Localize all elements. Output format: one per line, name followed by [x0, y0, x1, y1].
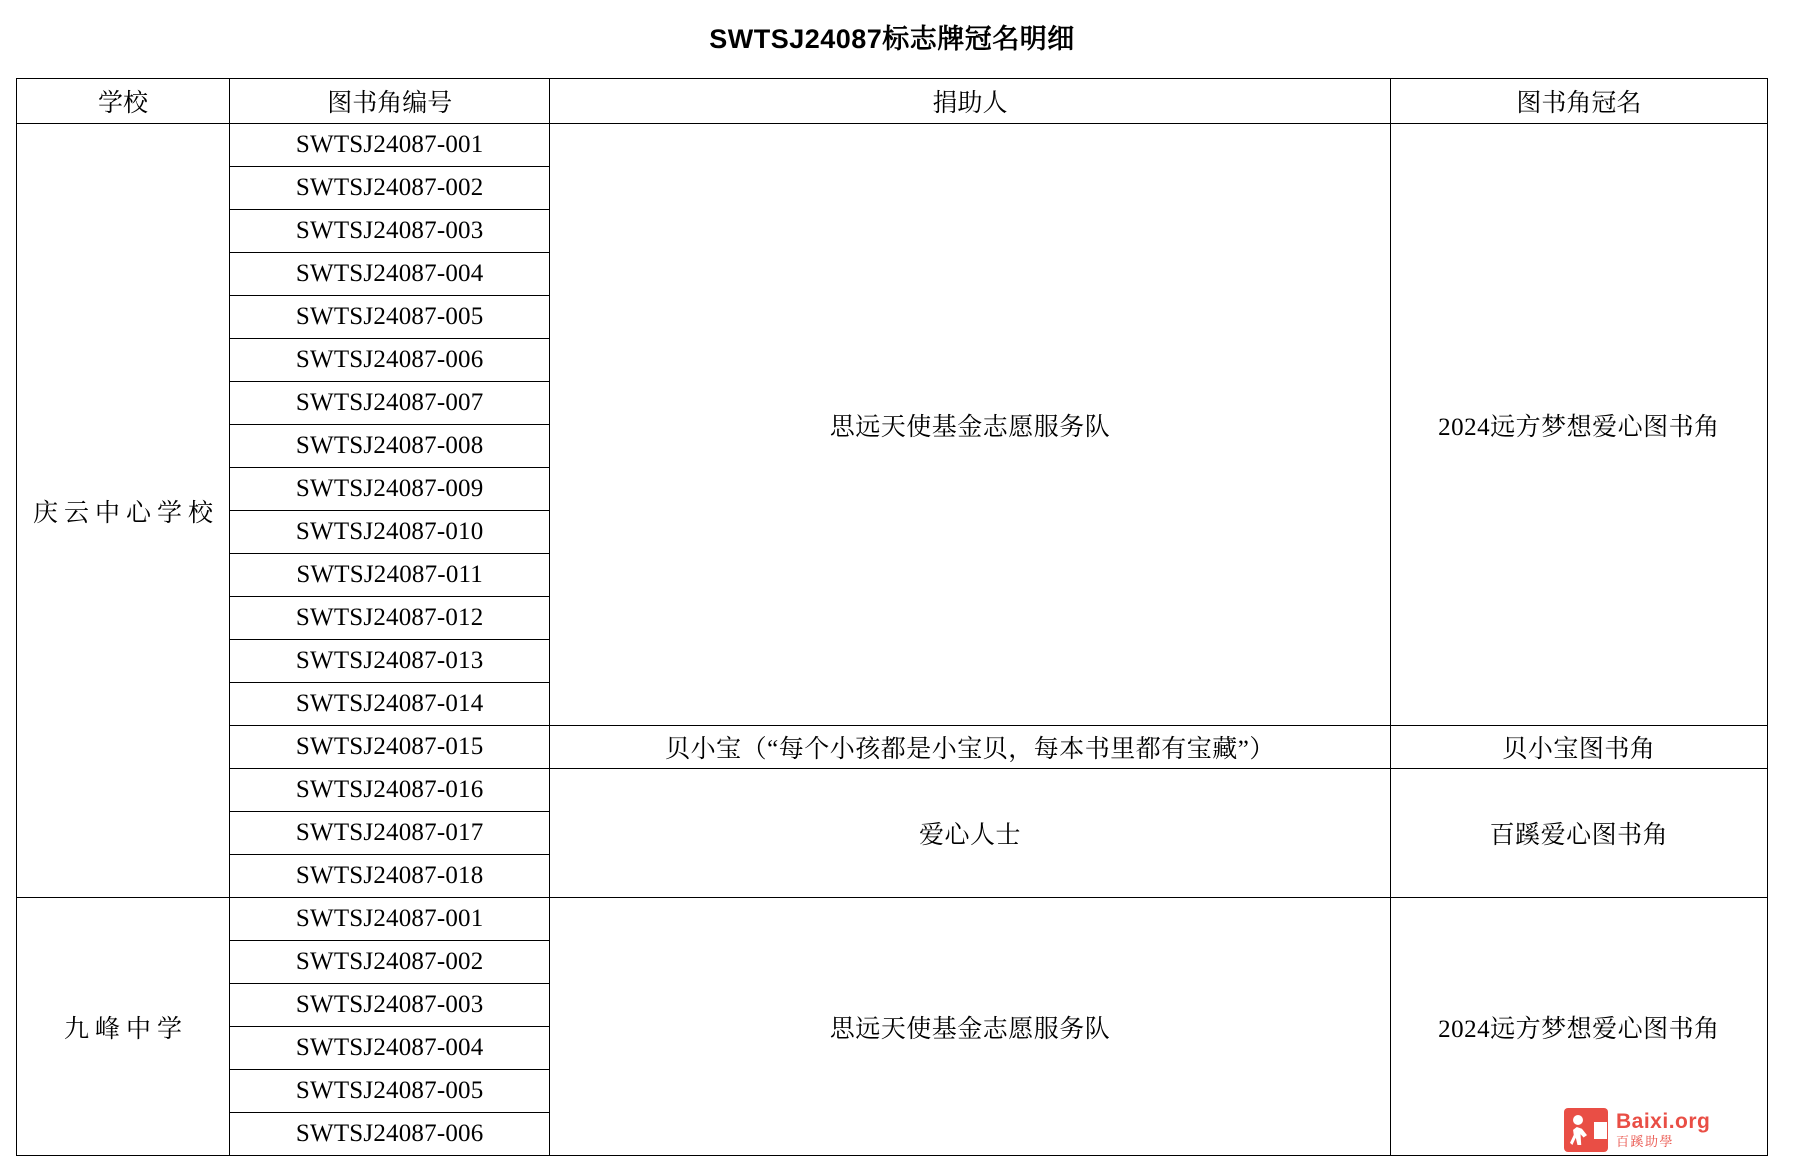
column-header-donor: 捐助人 [550, 79, 1390, 124]
cell-naming: 2024远方梦想爱心图书角 [1390, 898, 1767, 1156]
cell-code: SWTSJ24087-004 [230, 1027, 550, 1070]
table-row [17, 124, 1768, 167]
cell-code: SWTSJ24087-001 [230, 124, 550, 167]
spreadsheet-sheet [16, 0, 1768, 1156]
cell-code: SWTSJ24087-006 [230, 1113, 550, 1156]
cell-school: 庆云中心学校 [17, 124, 230, 898]
cell-naming: 百蹊爱心图书角 [1390, 769, 1767, 898]
cell-donor: 思远天使基金志愿服务队 [550, 898, 1390, 1156]
cell-code: SWTSJ24087-003 [230, 210, 550, 253]
cell-code: SWTSJ24087-006 [230, 339, 550, 382]
cell-code: SWTSJ24087-001 [230, 898, 550, 941]
cell-code: SWTSJ24087-015 [230, 726, 550, 769]
baixi-logo-icon [1564, 1108, 1608, 1152]
column-header-naming: 图书角冠名 [1390, 79, 1767, 124]
cell-code: SWTSJ24087-008 [230, 425, 550, 468]
cell-donor: 爱心人士 [550, 769, 1390, 898]
cell-donor: 贝小宝（“每个小孩都是小宝贝，每本书里都有宝藏”） [550, 726, 1390, 769]
site-watermark [1564, 1104, 1772, 1156]
cell-code: SWTSJ24087-003 [230, 984, 550, 1027]
cell-code: SWTSJ24087-002 [230, 167, 550, 210]
column-header-code: 图书角编号 [230, 79, 550, 124]
cell-donor: 思远天使基金志愿服务队 [550, 124, 1390, 726]
table-row [17, 726, 1768, 769]
page-title: SWTSJ24087标志牌冠名明细 [709, 24, 1075, 54]
cell-code: SWTSJ24087-002 [230, 941, 550, 984]
cell-code: SWTSJ24087-013 [230, 640, 550, 683]
cell-school: 九峰中学 [17, 898, 230, 1156]
cell-code: SWTSJ24087-012 [230, 597, 550, 640]
cell-code: SWTSJ24087-014 [230, 683, 550, 726]
cell-code: SWTSJ24087-018 [230, 855, 550, 898]
cell-naming: 2024远方梦想爱心图书角 [1390, 124, 1767, 726]
cell-code: SWTSJ24087-016 [230, 769, 550, 812]
cell-naming: 贝小宝图书角 [1390, 726, 1767, 769]
cell-code: SWTSJ24087-017 [230, 812, 550, 855]
cell-code: SWTSJ24087-010 [230, 511, 550, 554]
table-row [17, 769, 1768, 812]
table-header-row [17, 79, 1768, 124]
cell-code: SWTSJ24087-011 [230, 554, 550, 597]
cell-code: SWTSJ24087-004 [230, 253, 550, 296]
naming-detail-table [16, 78, 1768, 1156]
cell-code: SWTSJ24087-007 [230, 382, 550, 425]
watermark-main-text: Baixi.org [1616, 1110, 1711, 1134]
cell-code: SWTSJ24087-009 [230, 468, 550, 511]
column-header-school: 学校 [17, 79, 230, 124]
watermark-sub-text: 百蹊助學 [1616, 1133, 1675, 1149]
table-row [17, 898, 1768, 941]
table-body [17, 124, 1768, 1156]
cell-code: SWTSJ24087-005 [230, 1070, 550, 1113]
cell-code: SWTSJ24087-005 [230, 296, 550, 339]
